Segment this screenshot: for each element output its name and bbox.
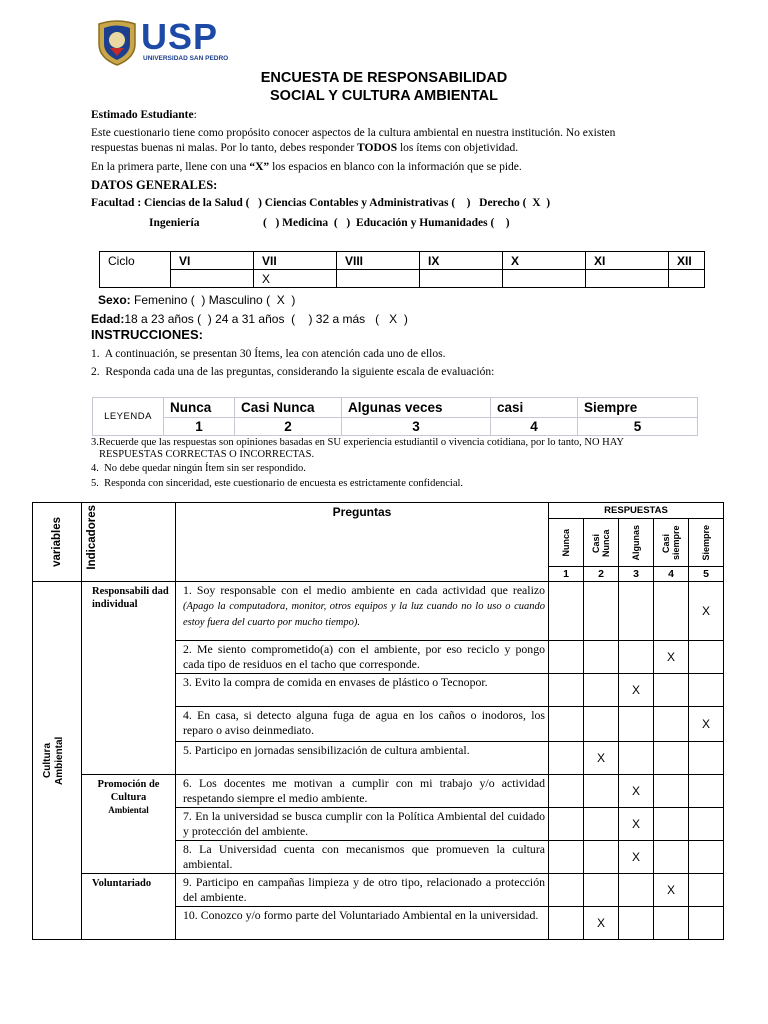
ciclo-table [99, 251, 705, 288]
answer-mark: X [631, 784, 640, 798]
question-2: 2. Me siento comprometido(a) con el ambiente, por eso reciclo y pongo cada tipo de residuos en el tacho que corresponde. [176, 641, 549, 674]
answer-cell[interactable] [584, 874, 619, 907]
answer-cell[interactable] [619, 742, 654, 775]
indicator-promocion: Promoción de Cultura Ambiental [82, 775, 176, 874]
datos-generales-heading: DATOS GENERALES: [91, 178, 218, 192]
answer-cell[interactable] [689, 674, 724, 707]
leyenda-value-1: 1 [164, 418, 235, 436]
answer-mark: X [596, 751, 605, 765]
answer-header-4: Casi siempre [654, 519, 689, 567]
ciclo-col-xi: XI [586, 252, 669, 270]
answer-cell[interactable] [619, 841, 654, 874]
logo-subtext: UNIVERSIDAD SAN PEDRO [143, 55, 229, 62]
answer-cell[interactable] [654, 641, 689, 674]
question-10: 10. Conozco y/o formo parte del Voluntariado Ambiental en la universidad. [176, 907, 549, 940]
leyenda-value-3: 3 [342, 418, 491, 436]
question-8: 8. La Universidad cuenta con mecanismos que promueven la cultura ambiental. [176, 841, 549, 874]
answer-cell[interactable] [619, 582, 654, 641]
answer-cell[interactable] [549, 775, 584, 808]
answer-mark: X [631, 850, 640, 864]
page-title-line1: ENCUESTA DE RESPONSABILIDAD [260, 70, 508, 86]
question-5: 5. Participo en jornadas sensibilización de cultura ambiental. [176, 742, 549, 775]
ciclo-mark-xii[interactable] [669, 270, 705, 288]
answer-cell[interactable] [619, 775, 654, 808]
answer-number-1: 1 [549, 567, 584, 582]
answer-cell[interactable] [654, 674, 689, 707]
ciclo-col-vii: VII [254, 252, 337, 270]
instruction-4: 4. No debe quedar ningún Ítem sin ser respondido. [91, 463, 306, 474]
answer-cell[interactable] [584, 808, 619, 841]
answer-cell[interactable] [654, 841, 689, 874]
answer-cell[interactable] [689, 808, 724, 841]
variables-header: variables [33, 503, 82, 582]
leyenda-option-5: Siempre [578, 398, 698, 418]
facultad-line-2-options: ( ) Medicina ( ) Educación y Humanidades ( ) [263, 217, 510, 229]
answer-cell[interactable] [549, 808, 584, 841]
answer-cell[interactable] [549, 907, 584, 940]
instruction-5: 5. Responda con sinceridad, este cuestionario de encuesta es estrictamente confidencial. [91, 478, 464, 489]
answer-cell[interactable] [654, 742, 689, 775]
answer-cell[interactable] [689, 707, 724, 742]
question-4: 4. En casa, si detecto alguna fuga de agua en los caños o inodoros, los reparo o aviso deinmediato. [176, 707, 549, 742]
answer-cell[interactable] [619, 707, 654, 742]
leyenda-option-1: Nunca [164, 398, 235, 418]
answer-cell[interactable] [689, 582, 724, 641]
sexo-line: Sexo: Femenino ( ) Masculino ( X ) [98, 293, 296, 307]
ciclo-col-xii: XII [669, 252, 705, 270]
instruction-2: 2. Responda cada una de las preguntas, considerando la siguiente escala de evaluación: [91, 366, 495, 378]
answer-cell[interactable] [654, 775, 689, 808]
answer-number-5: 5 [689, 567, 724, 582]
leyenda-option-3: Algunas veces [342, 398, 491, 418]
ciclo-mark-xi[interactable] [586, 270, 669, 288]
answer-cell[interactable] [549, 582, 584, 641]
answer-mark: X [631, 683, 640, 697]
leyenda-option-2: Casi Nunca [235, 398, 342, 418]
ciclo-mark-vi[interactable] [171, 270, 254, 288]
ciclo-col-x: X [503, 252, 586, 270]
answer-cell[interactable] [689, 742, 724, 775]
logo-wordmark: USP [141, 16, 219, 57]
facultad-line-1: Facultad : Ciencias de la Salud ( ) Ciencias Contables y Administrativas ( ) Derecho ( X ) [91, 197, 551, 209]
ciclo-mark-x[interactable] [503, 270, 586, 288]
answer-cell[interactable] [549, 641, 584, 674]
answer-cell[interactable] [654, 707, 689, 742]
table-row [33, 775, 724, 808]
answer-cell[interactable] [619, 808, 654, 841]
ciclo-col-vi: VI [171, 252, 254, 270]
ciclo-mark-vii[interactable]: X [254, 270, 337, 288]
answer-cell[interactable] [689, 841, 724, 874]
ciclo-col-viii: VIII [337, 252, 420, 270]
leyenda-option-4: casi [491, 398, 578, 418]
table-row [33, 874, 724, 907]
question-3: 3. Evito la compra de comida en envases de plástico o Tecnopor. [176, 674, 549, 707]
answer-number-3: 3 [619, 567, 654, 582]
answer-cell[interactable] [654, 808, 689, 841]
intro-paragraph-1: Este cuestionario tiene como propósito conocer aspectos de la cultura ambiental en nuestra institución. No existen respuestas buenas ni malas. Por lo tanto, debes responder TODOS los ítems con objetividad. [91, 127, 616, 154]
instruction-3: 3.Recuerde que las respuestas son opiniones basadas en SU experiencia estudiantil o vivencia cotidiana, por lo tanto, NO HAY RESPUESTAS CORRECTAS O INCORRECTAS. [91, 437, 624, 460]
ciclo-mark-ix[interactable] [420, 270, 503, 288]
answer-mark: X [666, 883, 675, 897]
answer-header-3: Algunas [619, 519, 654, 567]
shield-icon [95, 18, 139, 66]
answer-cell[interactable] [584, 641, 619, 674]
answer-number-4: 4 [654, 567, 689, 582]
page-title-line2: SOCIAL Y CULTURA AMBIENTAL [270, 88, 498, 104]
answer-cell[interactable] [689, 907, 724, 940]
answer-cell[interactable] [654, 907, 689, 940]
answer-header-2: Casi Nunca [584, 519, 619, 567]
answer-mark: X [666, 650, 675, 664]
instruction-1: 1. A continuación, se presentan 30 Ítems, lea con atención cada uno de ellos. [91, 348, 446, 360]
answer-cell[interactable] [549, 874, 584, 907]
answer-header-5: Siempre [689, 519, 724, 567]
ciclo-col-ix: IX [420, 252, 503, 270]
answer-cell[interactable] [584, 674, 619, 707]
instrucciones-heading: INSTRUCCIONES: [91, 327, 203, 342]
variable-cell: Cultura Ambiental [33, 582, 82, 940]
leyenda-value-2: 2 [235, 418, 342, 436]
answer-mark: X [702, 604, 711, 618]
answer-number-2: 2 [584, 567, 619, 582]
answer-cell[interactable] [549, 674, 584, 707]
answer-cell[interactable] [619, 641, 654, 674]
leyenda-label: LEYENDA [93, 398, 164, 436]
answer-cell[interactable] [584, 841, 619, 874]
leyenda-table [92, 397, 698, 436]
indicadores-header: Indicadores [82, 503, 176, 582]
answer-cell[interactable] [549, 841, 584, 874]
question-7: 7. En la universidad se busca cumplir con la Política Ambiental del cuidado y protección del ambiente. [176, 808, 549, 841]
indicator-responsabilidad: Responsabili dad individual [82, 582, 176, 775]
question-1: 1. Soy responsable con el medio ambiente en cada actividad que realizo (Apago la computadora, monitor, otros equipos y la luz cuando no lo uso o cuando estoy fuera del cuarto por mucho tiempo). [176, 582, 549, 641]
question-6: 6. Los docentes me motivan a cumplir con mi trabajo y/o actividad respetando siempre el medio ambiente. [176, 775, 549, 808]
answer-cell[interactable] [584, 582, 619, 641]
answer-mark: X [596, 916, 605, 930]
respuestas-header: RESPUESTAS [549, 503, 724, 519]
ciclo-mark-viii[interactable] [337, 270, 420, 288]
answer-cell[interactable] [619, 674, 654, 707]
university-logo [95, 18, 235, 66]
answer-cell[interactable] [654, 582, 689, 641]
answer-header-1: Nunca [549, 519, 584, 567]
table-row [33, 582, 724, 641]
answer-cell[interactable] [689, 775, 724, 808]
preguntas-header: Preguntas [176, 503, 549, 582]
answer-cell[interactable] [584, 907, 619, 940]
answer-cell[interactable] [619, 874, 654, 907]
answer-cell[interactable] [654, 874, 689, 907]
intro-paragraph-2: En la primera parte, llene con una “X” los espacios en blanco con la información que se pide. [91, 161, 522, 173]
answer-cell[interactable] [584, 707, 619, 742]
answer-cell[interactable] [689, 874, 724, 907]
answer-cell[interactable] [689, 641, 724, 674]
answer-cell[interactable] [584, 742, 619, 775]
edad-line: Edad:18 a 23 años ( ) 24 a 31 años ( ) 32 a más ( X ) [91, 312, 408, 326]
answer-mark: X [702, 717, 711, 731]
answer-cell[interactable] [549, 742, 584, 775]
answer-cell[interactable] [549, 707, 584, 742]
answer-cell[interactable] [584, 775, 619, 808]
greeting: Estimado Estudiante: [91, 109, 197, 121]
survey-table [32, 502, 724, 940]
answer-cell[interactable] [619, 907, 654, 940]
ciclo-label: Ciclo [100, 252, 171, 288]
question-9: 9. Participo en campañas limpieza y de otro tipo, relacionado a protección del ambiente. [176, 874, 549, 907]
facultad-line-2-label: Ingeniería [149, 217, 200, 229]
answer-mark: X [631, 817, 640, 831]
leyenda-value-5: 5 [578, 418, 698, 436]
indicator-voluntariado: Voluntariado [82, 874, 176, 940]
leyenda-value-4: 4 [491, 418, 578, 436]
